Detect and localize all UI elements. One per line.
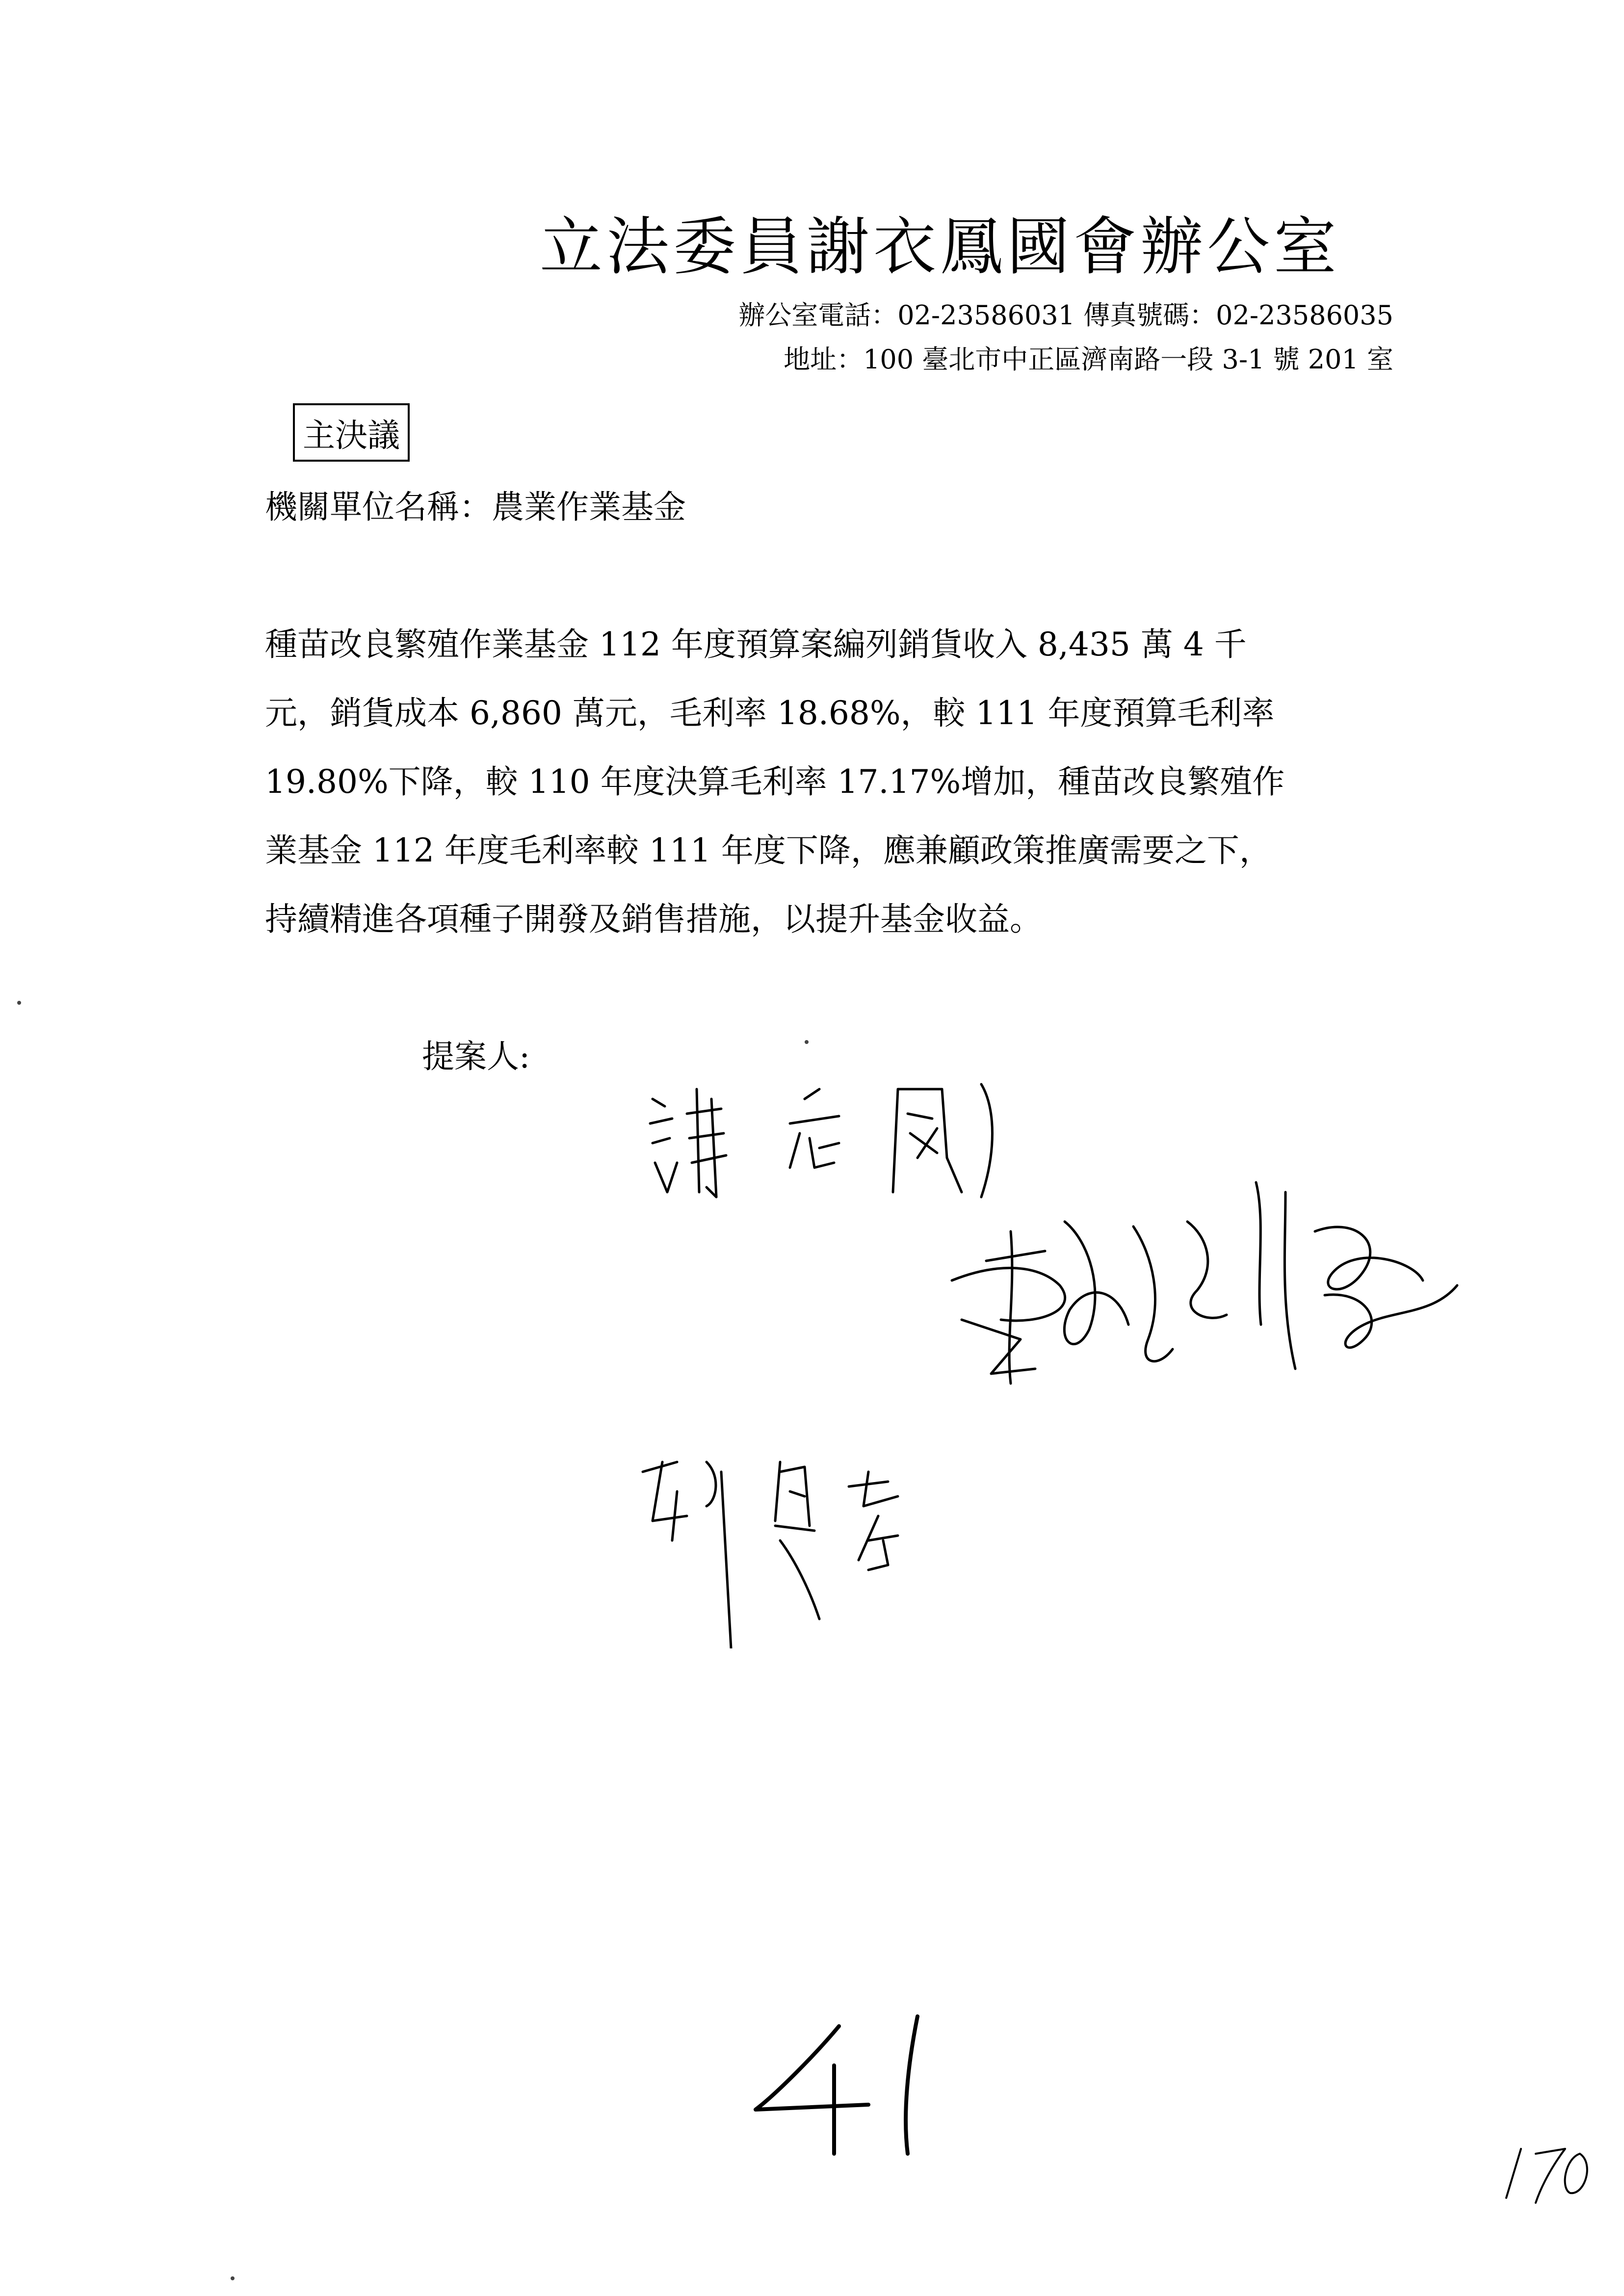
- body-line: 業基金 112 年度毛利率較 111 年度下降，應兼顧政策推廣需要之下，: [265, 832, 1272, 869]
- body-line: 元，銷貨成本 6,860 萬元，毛利率 18.68%，較 111 年度預算毛利率: [265, 694, 1275, 732]
- body-line: 持續精進各項種子開發及銷售措施，以提升基金收益。: [265, 900, 1042, 938]
- proposer-label: 提案人:: [422, 1038, 530, 1075]
- motion-type-badge: 主決議: [293, 403, 410, 462]
- handwritten-corner-number: [1501, 2134, 1599, 2215]
- signature-3: [633, 1442, 1016, 1648]
- scan-speck: [17, 1001, 21, 1005]
- phone-fax-line: 辦公室電話：02-23586031 傳真號碼：02-23586035: [738, 300, 1393, 331]
- body-line: 19.80%下降，較 110 年度決算毛利率 17.17%增加，種苗改良繁殖作: [265, 763, 1285, 801]
- office-title: 立法委員謝衣鳳國會辦公室: [540, 210, 1341, 284]
- address-line: 地址：100 臺北市中正區濟南路一段 3-1 號 201 室: [784, 344, 1393, 375]
- body-line: 種苗改良繁殖作業基金 112 年度預算案編列銷貨收入 8,435 萬 4 千: [265, 626, 1247, 663]
- handwritten-page-number: [741, 2007, 967, 2166]
- scan-speck: [231, 2276, 235, 2280]
- scan-speck: [805, 1040, 809, 1044]
- agency-line: 機關單位名稱：農業作業基金: [265, 488, 686, 526]
- signature-2: [942, 1163, 1482, 1437]
